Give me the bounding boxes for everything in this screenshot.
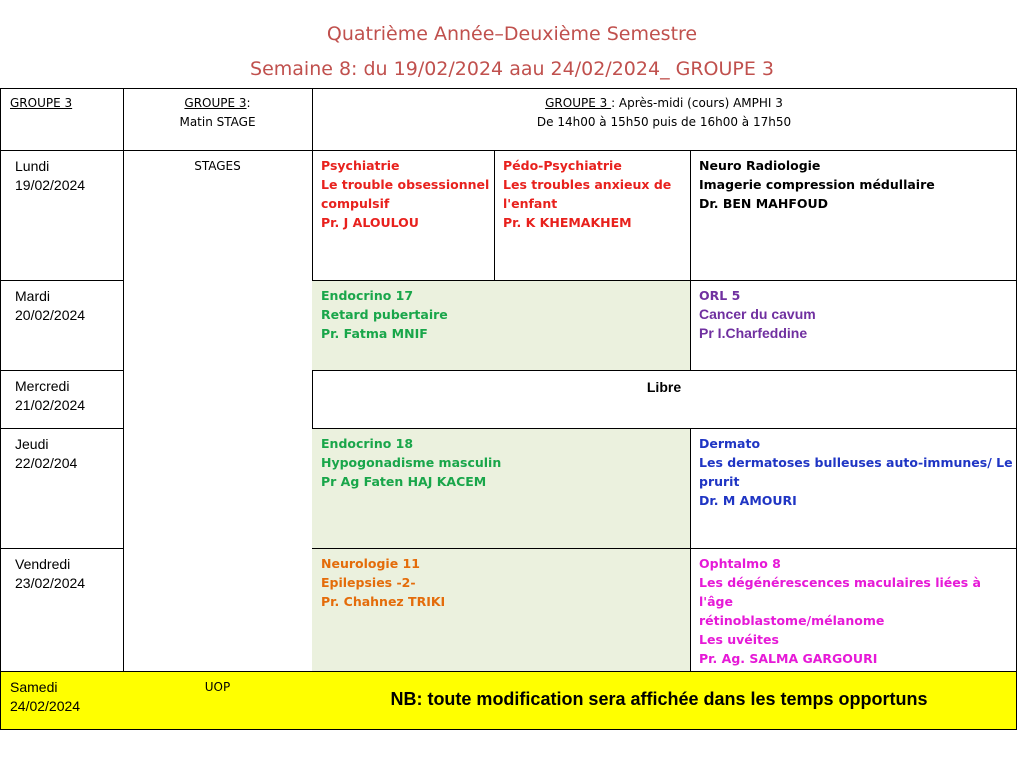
day-date: 24/02/2024 (10, 698, 81, 714)
morning-stages-cell (123, 150, 313, 672)
lecture-prof: Pr. Chahnez TRIKI (321, 594, 446, 609)
lecture-mardi-endocrino (312, 280, 691, 371)
lecture-prof: Pr I.Charfeddine (699, 325, 808, 341)
lecture-lundi-neuroradiologie (690, 150, 1017, 281)
header-group-label: GROUPE 3 (10, 96, 73, 110)
lecture-lundi-pedopsychiatrie (494, 150, 691, 281)
lecture-topic: Cancer du cavum (699, 306, 816, 322)
lecture-topic: Les dégénérescences maculaires liées à l'âge (699, 575, 981, 609)
lecture-jeudi-dermato (690, 428, 1017, 549)
lecture-prof: Pr. J ALOULOU (321, 215, 419, 230)
libre-label: Libre (646, 379, 682, 395)
lecture-subject: Neuro Radiologie (699, 158, 821, 173)
lecture-prof: Pr. Ag. SALMA GARGOURI (699, 651, 878, 666)
lecture-prof: Pr. K KHEMAKHEM (503, 215, 632, 230)
header-afternoon-cell (312, 88, 1017, 151)
day-date: 21/02/2024 (15, 397, 86, 413)
day-cell-vendredi (0, 548, 124, 672)
lecture-lundi-psychiatrie (312, 150, 495, 281)
samedi-note-cell (312, 671, 1017, 730)
lecture-subject: Ophtalmo 8 (699, 556, 781, 571)
lecture-mardi-orl (690, 280, 1017, 371)
day-name: Vendredi (15, 556, 71, 572)
lecture-topic: compulsif (321, 196, 390, 211)
day-cell-jeudi (0, 428, 124, 549)
header-afternoon-hours: De 14h00 à 15h50 puis de 16h00 à 17h50 (536, 115, 792, 129)
lecture-prof: Pr. Fatma MNIF (321, 326, 428, 341)
lecture-prof: Pr Ag Faten HAJ KACEM (321, 474, 487, 489)
morning-uop-cell (123, 671, 313, 730)
morning-stages-label: STAGES (194, 159, 241, 173)
day-date: 19/02/2024 (15, 177, 86, 193)
lecture-topic: Epilepsies -2- (321, 575, 416, 590)
lecture-topic: Le trouble obsessionnel (321, 177, 490, 192)
day-date: 20/02/2024 (15, 307, 86, 323)
lecture-topic: Les troubles anxieux de (503, 177, 672, 192)
header-morning-colon: : (246, 96, 251, 110)
page-title: Quatrième Année–Deuxième Semestre (326, 23, 698, 45)
lecture-topic: rétinoblastome/mélanome (699, 613, 885, 628)
week-subtitle: Semaine 8: du 19/02/2024 aau 24/02/2024_ GROUPE 3 (250, 58, 774, 80)
lecture-subject: Pédo-Psychiatrie (503, 158, 622, 173)
day-name: Mardi (15, 288, 51, 304)
lecture-subject: Endocrino 18 (321, 436, 414, 451)
mercredi-libre-cell (312, 370, 1017, 429)
lecture-subject: ORL 5 (699, 288, 741, 303)
lecture-subject: Dermato (699, 436, 761, 451)
lecture-subject: Neurologie 11 (321, 556, 420, 571)
lecture-topic: prurit (699, 474, 740, 489)
day-name: Samedi (10, 679, 58, 695)
day-cell-mardi (0, 280, 124, 371)
lecture-prof: Dr. M AMOURI (699, 493, 797, 508)
lecture-subject: Psychiatrie (321, 158, 400, 173)
day-name: Mercredi (15, 378, 70, 394)
lecture-topic: Hypogonadisme masculin (321, 455, 502, 470)
lecture-topic: Imagerie compression médullaire (699, 177, 935, 192)
lecture-topic: l'enfant (503, 196, 558, 211)
day-cell-lundi (0, 150, 124, 281)
lecture-prof: Dr. BEN MAHFOUD (699, 196, 829, 211)
day-date: 22/02/204 (15, 455, 78, 471)
day-date: 23/02/2024 (15, 575, 86, 591)
header-afternoon-group: GROUPE 3 (545, 96, 612, 110)
lecture-jeudi-endocrino (312, 428, 691, 549)
header-morning-group: GROUPE 3 (184, 96, 247, 110)
header-afternoon-desc: : Après-midi (cours) AMPHI 3 (611, 96, 783, 110)
lecture-topic: Les uvéites (699, 632, 779, 647)
lecture-vendredi-neurologie (312, 548, 691, 672)
lecture-topic: Les dermatoses bulleuses auto-immunes/ Le (699, 455, 1013, 470)
header-group-cell (0, 88, 124, 151)
lecture-vendredi-ophtalmo (690, 548, 1017, 672)
day-name: Jeudi (15, 436, 49, 452)
header-morning-sub: Matin STAGE (179, 115, 256, 129)
header-morning-cell (123, 88, 313, 151)
modification-note: NB: toute modification sera affichée dans les temps opportuns (390, 689, 928, 709)
lecture-subject: Endocrino 17 (321, 288, 414, 303)
day-name: Lundi (15, 158, 50, 174)
day-cell-samedi (0, 671, 124, 730)
day-cell-mercredi (0, 370, 124, 429)
lecture-topic: Retard pubertaire (321, 307, 448, 322)
morning-uop-label: UOP (204, 680, 231, 694)
